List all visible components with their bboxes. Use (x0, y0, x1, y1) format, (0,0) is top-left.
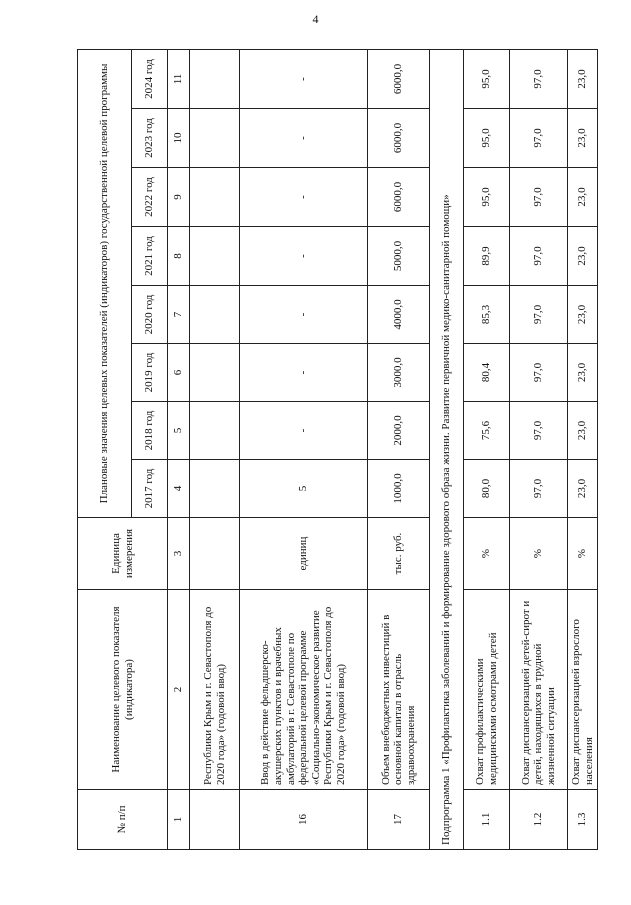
row-value: 97,0 (510, 460, 568, 518)
row-value: 23,0 (568, 227, 598, 286)
col-number: 6 (168, 344, 190, 402)
row-value: 97,0 (510, 109, 568, 168)
row-value: 23,0 (568, 344, 598, 402)
row-value: - (240, 286, 368, 344)
table-row (190, 49, 240, 849)
col-number: 11 (168, 49, 190, 108)
row-unit: % (464, 518, 510, 590)
row-unit: единиц (240, 518, 368, 590)
year-2018: 2018 год (132, 402, 168, 460)
row-value: 6000,0 (368, 109, 430, 168)
row-value: 75,6 (464, 402, 510, 460)
row-value: 6000,0 (368, 49, 430, 108)
year-2023: 2023 год (132, 109, 168, 168)
row-name: Республики Крым и г. Севастополя до 2020 года» (годовой ввод) (190, 590, 240, 790)
row-value: 95,0 (464, 109, 510, 168)
year-2019: 2019 год (132, 344, 168, 402)
row-value: 95,0 (464, 49, 510, 108)
table-row (240, 49, 368, 849)
col-number: 2 (168, 590, 190, 790)
row-value: 97,0 (510, 49, 568, 108)
header-row (78, 49, 132, 849)
row-value: 23,0 (568, 402, 598, 460)
table-row (464, 49, 510, 849)
row-value: 95,0 (464, 168, 510, 227)
row-unit: % (510, 518, 568, 590)
row-name: Охват диспансеризацией детей-сирот и детей, находящихся в трудной жизненной ситуации (510, 590, 568, 790)
row-value: 80,0 (464, 460, 510, 518)
row-name: Объем внебюджетных инвестиций в основной капитал в отрасль здравоохранения (368, 590, 430, 790)
indicators-table (77, 49, 598, 850)
column-numbers-row (168, 49, 190, 849)
row-value: 3000,0 (368, 344, 430, 402)
row-value: - (240, 168, 368, 227)
row-no: 16 (240, 790, 368, 850)
row-value: 1000,0 (368, 460, 430, 518)
header-no: № п/п (78, 790, 168, 850)
col-number: 5 (168, 402, 190, 460)
year-2024: 2024 год (132, 49, 168, 108)
row-name: Ввод в действие фельдшерско-акушерских пунктов и врачебных амбулаторий в г. Севастополе по федеральной целевой программе «Социально-экономическое развитие Республики Крым и г. Севастополя до 2020 года» (годовой ввод) (240, 590, 368, 790)
row-value: 97,0 (510, 227, 568, 286)
row-value: 23,0 (568, 168, 598, 227)
row-value: 89,9 (464, 227, 510, 286)
row-no: 17 (368, 790, 430, 850)
col-number: 9 (168, 168, 190, 227)
year-2021: 2021 год (132, 227, 168, 286)
table-row (510, 49, 568, 849)
row-value: 23,0 (568, 109, 598, 168)
year-2022: 2022 год (132, 168, 168, 227)
year-2017: 2017 год (132, 460, 168, 518)
row-unit: тыс. руб. (368, 518, 430, 590)
col-number: 4 (168, 460, 190, 518)
table-row (368, 49, 430, 849)
row-value: 5000,0 (368, 227, 430, 286)
row-value: 6000,0 (368, 168, 430, 227)
row-value: 85,3 (464, 286, 510, 344)
row-no: 1.3 (568, 790, 598, 850)
row-value: 97,0 (510, 286, 568, 344)
subprogram-title: Подпрограмма 1 «Профилактика заболеваний и формирование здорового образа жизни. Развитие первичной медико-санитарной помощи» (430, 49, 464, 849)
row-no: 1.1 (464, 790, 510, 850)
col-number: 7 (168, 286, 190, 344)
row-value: - (240, 402, 368, 460)
row-no: 1.2 (510, 790, 568, 850)
row-value: 97,0 (510, 402, 568, 460)
table-row (568, 49, 598, 849)
row-value: - (240, 109, 368, 168)
subprogram-row (430, 49, 464, 849)
header-plan: Плановые значения целевых показателей (индикаторов) государственной целевой программы (78, 49, 132, 517)
col-number: 8 (168, 227, 190, 286)
col-number: 3 (168, 518, 190, 590)
row-value: - (240, 227, 368, 286)
row-value: - (240, 49, 368, 108)
row-value: 80,4 (464, 344, 510, 402)
col-number: 10 (168, 109, 190, 168)
row-value: - (240, 344, 368, 402)
row-value: 23,0 (568, 286, 598, 344)
row-value: 5 (240, 460, 368, 518)
row-value: 23,0 (568, 460, 598, 518)
col-number: 1 (168, 790, 190, 850)
year-2020: 2020 год (132, 286, 168, 344)
row-value: 97,0 (510, 168, 568, 227)
row-unit: % (568, 518, 598, 590)
row-value: 4000,0 (368, 286, 430, 344)
row-value: 2000,0 (368, 402, 430, 460)
row-name: Охват профилактическими медицинскими осмотрами детей (464, 590, 510, 790)
row-value: 23,0 (568, 49, 598, 108)
row-value: 97,0 (510, 344, 568, 402)
row-name: Охват диспансеризацией взрослого населения (568, 590, 598, 790)
header-name: Наименование целевого показателя (индикатора) (78, 590, 168, 790)
rotated-table-wrapper (77, 50, 597, 850)
header-unit: Единица измерения (78, 518, 168, 590)
page-number: 4 (312, 12, 319, 26)
